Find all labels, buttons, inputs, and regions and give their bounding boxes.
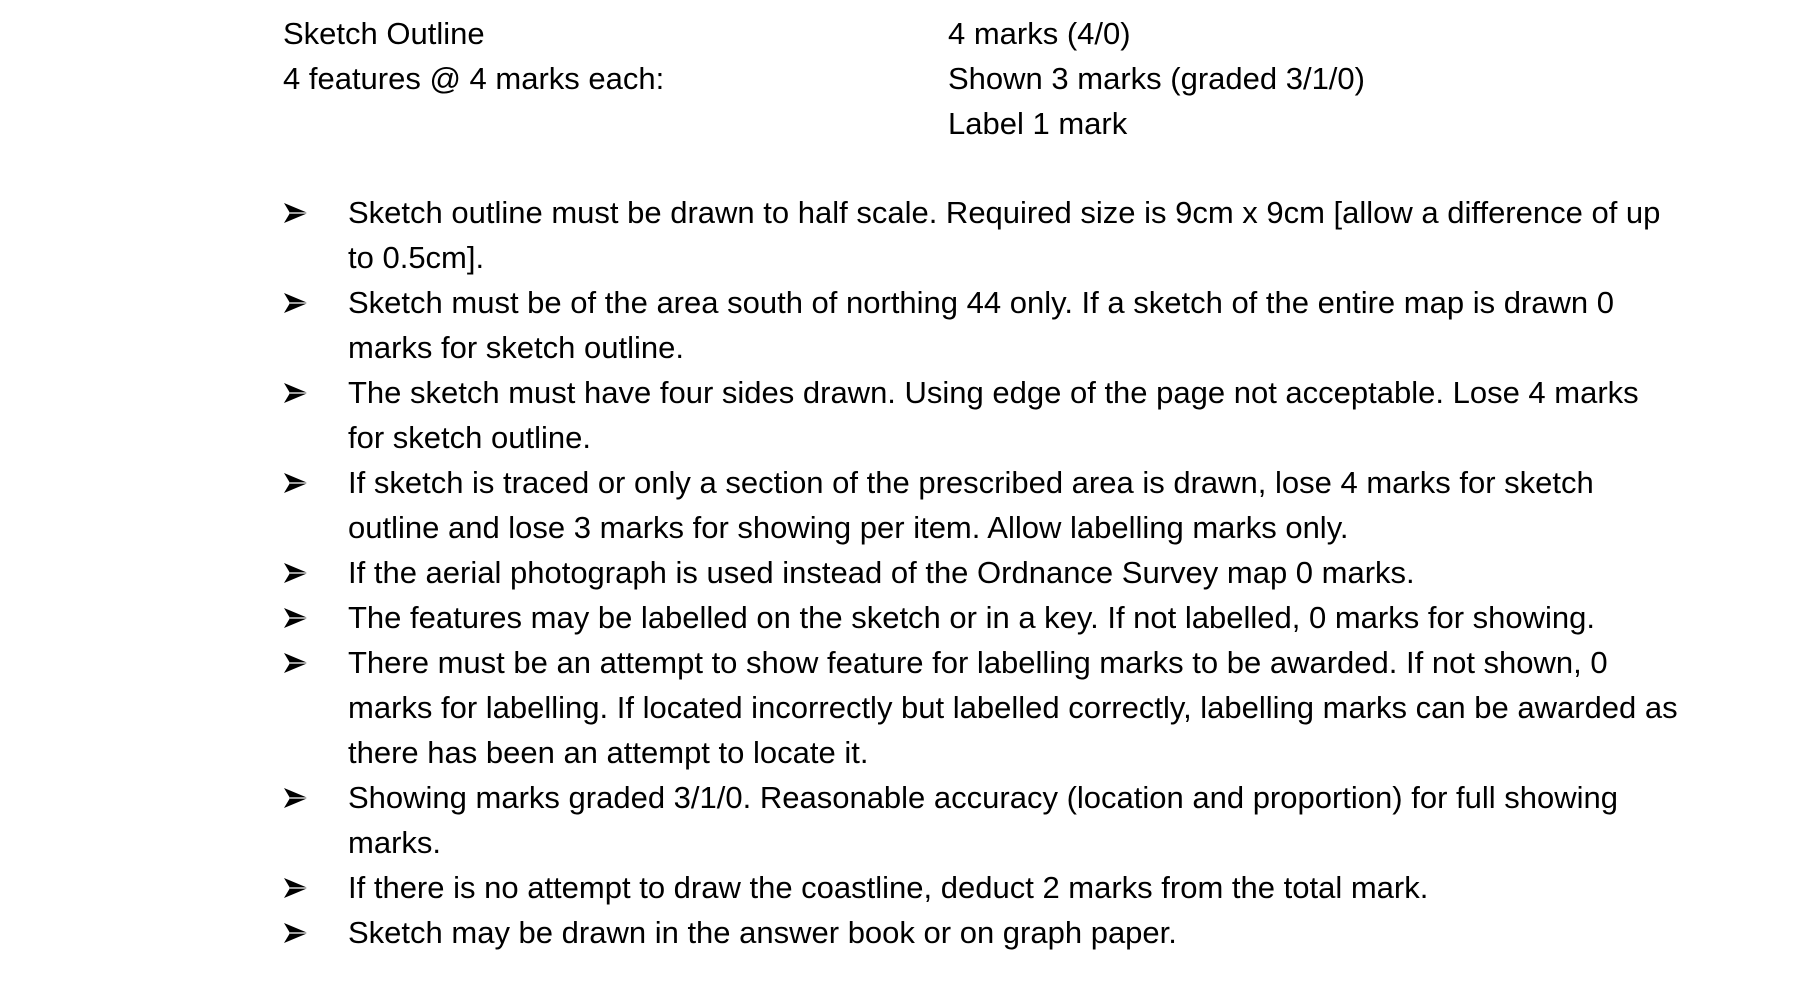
arrowhead-bullet-icon (283, 550, 348, 595)
list-item-text: Sketch outline must be drawn to half scale. Required size is 9cm x 9cm [allow a difference of up to 0.5cm]. (348, 195, 1661, 275)
list-item (283, 370, 1683, 460)
list-item (283, 280, 1683, 370)
list-item-text: If the aerial photograph is used instead of the Ordnance Survey map 0 marks. (348, 555, 1415, 590)
features-heading: 4 features @ 4 marks each: (283, 61, 665, 96)
sketch-outline-marks: 4 marks (4/0) (948, 16, 1131, 51)
list-item-text: Sketch may be drawn in the answer book or on graph paper. (348, 915, 1177, 950)
list-item-text: The features may be labelled on the sketch or in a key. If not labelled, 0 marks for showing. (348, 600, 1595, 635)
arrowhead-bullet-icon (283, 460, 348, 505)
list-item (283, 460, 1683, 550)
arrowhead-bullet-icon (283, 370, 348, 415)
list-item-text: Showing marks graded 3/1/0. Reasonable accuracy (location and proportion) for full showing marks. (348, 780, 1618, 860)
arrowhead-bullet-icon (283, 775, 348, 820)
list-item (283, 775, 1683, 865)
list-item (283, 595, 1683, 640)
list-item-text: If sketch is traced or only a section of the prescribed area is drawn, lose 4 marks for sketch outline and lose 3 marks for showing per item. Allow labelling marks only. (348, 465, 1594, 545)
list-item (283, 640, 1683, 775)
arrowhead-bullet-icon (283, 865, 348, 910)
list-item-text: There must be an attempt to show feature for labelling marks to be awarded. If not shown, 0 marks for labelling. If located incorrectly but labelled correctly, labelling marks can be awarded as there has been an attempt to locate it. (348, 645, 1678, 770)
list-item (283, 190, 1683, 280)
list-item-text: If there is no attempt to draw the coastline, deduct 2 marks from the total mark. (348, 870, 1429, 905)
label-marks: Label 1 mark (948, 106, 1128, 141)
arrowhead-bullet-icon (283, 190, 348, 235)
shown-marks: Shown 3 marks (graded 3/1/0) (948, 61, 1365, 96)
arrowhead-bullet-icon (283, 280, 348, 325)
list-item (283, 550, 1683, 595)
list-item-text: Sketch must be of the area south of northing 44 only. If a sketch of the entire map is drawn 0 marks for sketch outline. (348, 285, 1614, 365)
list-item (283, 865, 1683, 910)
arrowhead-bullet-icon (283, 640, 348, 685)
sketch-outline-heading: Sketch Outline (283, 16, 485, 51)
marking-rules-list (283, 190, 1683, 955)
arrowhead-bullet-icon (283, 595, 348, 640)
list-item (283, 910, 1683, 955)
arrowhead-bullet-icon (283, 910, 348, 955)
list-item-text: The sketch must have four sides drawn. Using edge of the page not acceptable. Lose 4 marks for sketch outline. (348, 375, 1639, 455)
